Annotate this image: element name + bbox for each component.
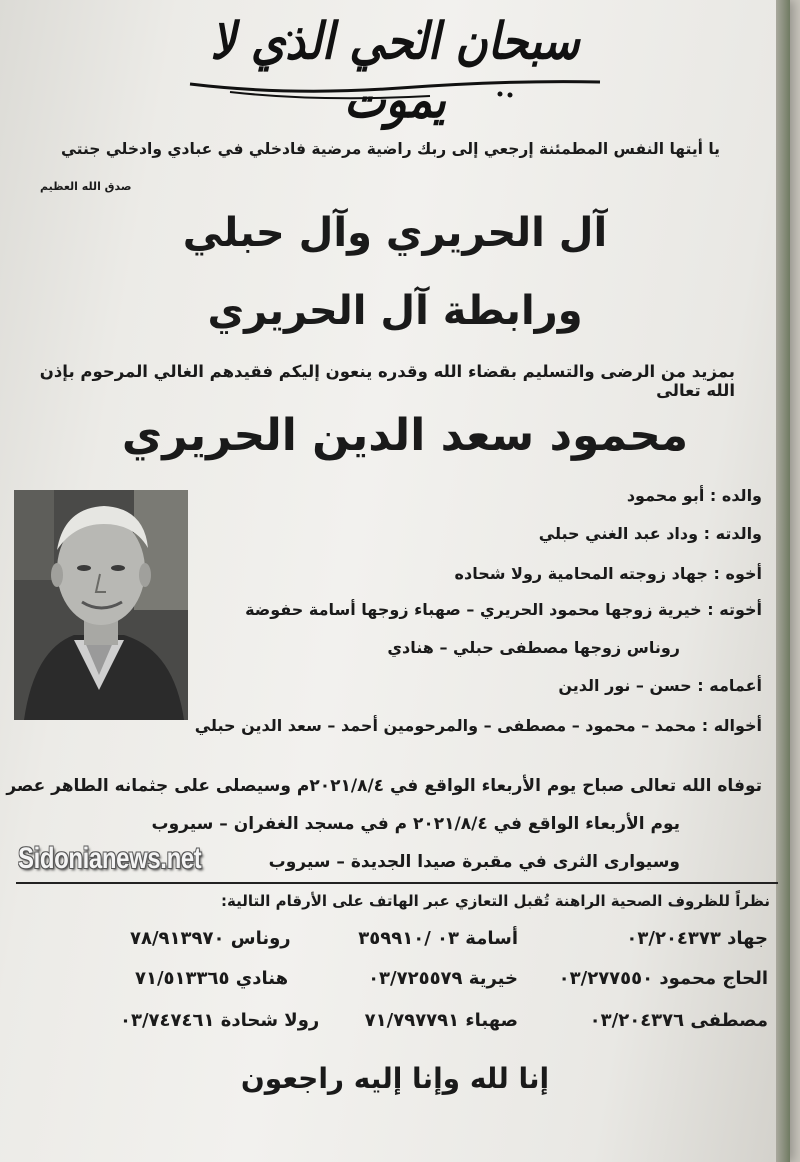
deceased-photo	[14, 490, 188, 720]
calligraphy-header	[170, 12, 620, 130]
contact-entry: هنادي ٧١/٥١٣٣٦٥	[135, 968, 289, 989]
death-info-line: توفاه الله تعالى صباح يوم الأربعاء الواقع في ٢٠٢١/٨/٤م وسيصلى على جثمانه الطاهر عصر	[6, 776, 762, 796]
contact-entry: صهباء ٧١/٧٩٧٧٩١	[364, 1010, 518, 1031]
divider	[16, 882, 778, 884]
contact-entry: أسامة ٠٣ /٣٥٩٩١٠	[358, 928, 518, 949]
contact-entry: خيرية ٠٣/٧٢٥٥٧٩	[368, 968, 518, 989]
relative-uncles-maternal: أخواله : محمد – محمود – مصطفى – والمرحومين أحمد – سعد الدين حبلي	[194, 716, 762, 735]
quran-verse: يا أيتها النفس المطمئنة إرجعي إلى ربك راضية مرضية فادخلي في عبادي وادخلي جنتي	[60, 140, 720, 158]
contact-entry: رولا شحادة ٠٣/٧٤٧٤٦١	[120, 1010, 320, 1031]
relative-brother: أخوه : جهاد زوجته المحامية رولا شحاده	[454, 564, 762, 583]
family-association: ورابطة آل الحريري	[207, 288, 583, 334]
relative-mother: والدته : وداد عبد الغني حبلي	[538, 524, 762, 543]
death-info-line: وسيوارى الثرى في مقبرة صيدا الجديدة – سيروب	[268, 852, 680, 872]
death-info-line: يوم الأربعاء الواقع في ٢٠٢١/٨/٤ م في مسجد الغفران – سيروب	[151, 814, 680, 834]
announcement-intro: بمزيد من الرضى والتسليم بقضاء الله وقدره ينعون إليكم فقيدهم الغالي المرحوم بإذن الله تعالى	[39, 362, 735, 400]
background-edge	[776, 0, 790, 1162]
family-names: آل الحريري وآل حبلي	[182, 210, 608, 256]
verse-source: صدق الله العظيم	[40, 180, 132, 193]
relative-father: والده : أبو محمود	[626, 486, 762, 505]
relative-uncles-paternal: أعمامه : حسن – نور الدين	[558, 676, 762, 695]
relative-sisters: أخوته : خيرية زوجها محمود الحريري – صهباء زوجها أسامة حفوضة	[245, 600, 762, 619]
closing-phrase: إنا لله وإنا إليه راجعون	[240, 1062, 550, 1095]
relative-sisters-cont: روناس زوجها مصطفى حبلي – هنادي	[387, 638, 680, 657]
portrait-image	[14, 490, 188, 720]
condolence-notice: نظراً للظروف الصحية الراهنة تُقبل التعازي عبر الهاتف على الأرقام التالية:	[221, 892, 770, 910]
site-watermark: Sidonianews.net	[18, 842, 202, 875]
contact-entry: الحاج محمود ٠٣/٢٧٧٥٥٠	[558, 968, 768, 989]
calligraphy-text: سبحان الحي الذي لا يموت	[210, 12, 580, 130]
contact-entry: جهاد ٠٣/٢٠٤٣٧٣	[626, 928, 768, 949]
contact-entry: روناس ٧٨/٩١٣٩٧٠	[130, 928, 291, 949]
contact-entry: مصطفى ٠٣/٢٠٤٣٧٦	[589, 1010, 768, 1031]
deceased-name: محمود سعد الدين الحريري	[121, 410, 689, 461]
